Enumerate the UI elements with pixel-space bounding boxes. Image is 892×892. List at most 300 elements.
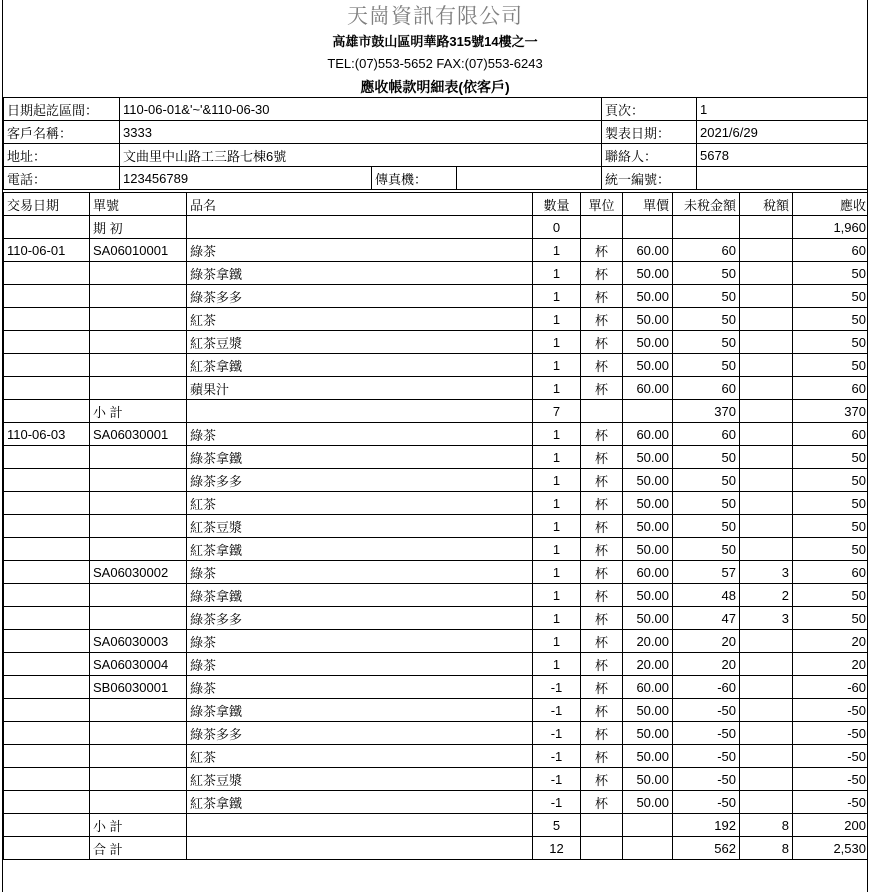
cell-price: 50.00 <box>623 722 673 745</box>
cell-product: 紅茶 <box>187 745 533 768</box>
cell-tax <box>740 538 793 561</box>
cell-tax: 3 <box>740 607 793 630</box>
cell-unit: 杯 <box>581 262 623 285</box>
cell-unit: 杯 <box>581 354 623 377</box>
phone-value: 123456789 <box>120 167 372 190</box>
cell-tax <box>740 400 793 423</box>
cell-order-no <box>90 446 187 469</box>
cell-date <box>4 354 90 377</box>
cell-tax <box>740 768 793 791</box>
cell-order-no <box>90 584 187 607</box>
report-date-label: 製表日期： <box>602 121 697 144</box>
column-header-product: 品名 <box>187 193 533 216</box>
cell-price: 60.00 <box>623 377 673 400</box>
cell-tax <box>740 354 793 377</box>
cell-pretax-amount: 50 <box>673 308 740 331</box>
cell-price: 50.00 <box>623 515 673 538</box>
cell-pretax-amount: -50 <box>673 745 740 768</box>
cell-price <box>623 814 673 837</box>
cell-receivable: 50 <box>793 515 869 538</box>
cell-product: 紅茶 <box>187 308 533 331</box>
table-row <box>4 331 869 354</box>
cell-date <box>4 837 90 860</box>
table-row <box>4 699 869 722</box>
cell-pretax-amount: 50 <box>673 492 740 515</box>
table-row <box>4 354 869 377</box>
cell-receivable: 20 <box>793 653 869 676</box>
cell-tax <box>740 469 793 492</box>
cell-receivable: 50 <box>793 262 869 285</box>
cell-receivable: 50 <box>793 607 869 630</box>
cell-date <box>4 814 90 837</box>
cell-price: 20.00 <box>623 630 673 653</box>
cell-qty: 1 <box>533 492 581 515</box>
cell-receivable: 50 <box>793 354 869 377</box>
cell-product: 綠茶多多 <box>187 722 533 745</box>
cell-tax <box>740 377 793 400</box>
cell-price: 50.00 <box>623 584 673 607</box>
report-page <box>2 0 868 892</box>
cell-product: 蘋果汁 <box>187 377 533 400</box>
cell-unit: 杯 <box>581 745 623 768</box>
cell-tax <box>740 515 793 538</box>
cell-qty: 7 <box>533 400 581 423</box>
cell-order-no <box>90 377 187 400</box>
cell-date <box>4 538 90 561</box>
cell-receivable: 50 <box>793 538 869 561</box>
table-row <box>4 308 869 331</box>
cell-date <box>4 262 90 285</box>
table-row <box>4 814 869 837</box>
customer-value: 3333 <box>120 121 602 144</box>
cell-date <box>4 331 90 354</box>
cell-price: 60.00 <box>623 239 673 262</box>
cell-qty: 1 <box>533 239 581 262</box>
cell-order-no <box>90 768 187 791</box>
cell-tax <box>740 630 793 653</box>
cell-order-no <box>90 699 187 722</box>
cell-tax <box>740 331 793 354</box>
cell-product: 紅茶拿鐵 <box>187 538 533 561</box>
cell-tax <box>740 653 793 676</box>
cell-product: 綠茶 <box>187 423 533 446</box>
column-header-receivable: 應收 <box>793 193 869 216</box>
table-row <box>4 285 869 308</box>
column-header-qty: 數量 <box>533 193 581 216</box>
cell-product <box>187 216 533 239</box>
column-header-tax: 稅額 <box>740 193 793 216</box>
cell-receivable: 50 <box>793 446 869 469</box>
table-row <box>4 400 869 423</box>
cell-order-no: 小 計 <box>90 400 187 423</box>
cell-date: 110-06-03 <box>4 423 90 446</box>
cell-unit: 杯 <box>581 584 623 607</box>
cell-order-no: 小 計 <box>90 814 187 837</box>
cell-tax: 2 <box>740 584 793 607</box>
cell-order-no: SA06030001 <box>90 423 187 446</box>
cell-product: 綠茶多多 <box>187 469 533 492</box>
cell-unit: 杯 <box>581 768 623 791</box>
cell-price: 50.00 <box>623 607 673 630</box>
info-table <box>3 97 868 190</box>
cell-unit: 杯 <box>581 699 623 722</box>
cell-date <box>4 216 90 239</box>
cell-order-no: 期 初 <box>90 216 187 239</box>
table-row <box>4 768 869 791</box>
info-row-customer <box>4 121 869 144</box>
cell-price: 50.00 <box>623 791 673 814</box>
cell-qty: -1 <box>533 745 581 768</box>
cell-date <box>4 400 90 423</box>
cell-receivable: 370 <box>793 400 869 423</box>
cell-qty: 5 <box>533 814 581 837</box>
cell-date <box>4 745 90 768</box>
cell-pretax-amount: 57 <box>673 561 740 584</box>
cell-pretax-amount: 60 <box>673 239 740 262</box>
cell-date <box>4 492 90 515</box>
cell-unit: 杯 <box>581 285 623 308</box>
cell-pretax-amount: 192 <box>673 814 740 837</box>
column-header-date: 交易日期 <box>4 193 90 216</box>
cell-pretax-amount: 50 <box>673 262 740 285</box>
cell-order-no <box>90 515 187 538</box>
table-row <box>4 630 869 653</box>
info-row-phone <box>4 167 869 190</box>
cell-price: 50.00 <box>623 354 673 377</box>
cell-qty: -1 <box>533 768 581 791</box>
cell-receivable: -60 <box>793 676 869 699</box>
cell-unit: 杯 <box>581 791 623 814</box>
table-row <box>4 676 869 699</box>
cell-qty: -1 <box>533 791 581 814</box>
cell-qty: -1 <box>533 722 581 745</box>
cell-price: 50.00 <box>623 262 673 285</box>
cell-order-no: SA06010001 <box>90 239 187 262</box>
cell-date <box>4 791 90 814</box>
phone-label: 電話： <box>4 167 120 190</box>
cell-product: 綠茶拿鐵 <box>187 446 533 469</box>
cell-price: 50.00 <box>623 469 673 492</box>
detail-table <box>3 192 868 860</box>
cell-receivable: -50 <box>793 791 869 814</box>
cell-price <box>623 216 673 239</box>
cell-tax <box>740 216 793 239</box>
cell-receivable: 2,530 <box>793 837 869 860</box>
cell-order-no: 合 計 <box>90 837 187 860</box>
cell-product: 綠茶拿鐵 <box>187 699 533 722</box>
cell-tax <box>740 423 793 446</box>
cell-receivable: 60 <box>793 239 869 262</box>
cell-price: 50.00 <box>623 699 673 722</box>
cell-receivable: 50 <box>793 584 869 607</box>
tax-id-value <box>697 167 869 190</box>
cell-tax <box>740 745 793 768</box>
cell-tax <box>740 262 793 285</box>
cell-tax <box>740 308 793 331</box>
cell-date <box>4 561 90 584</box>
column-header-order-no: 單號 <box>90 193 187 216</box>
cell-receivable: 200 <box>793 814 869 837</box>
cell-order-no <box>90 492 187 515</box>
cell-price: 50.00 <box>623 446 673 469</box>
cell-pretax-amount: 50 <box>673 354 740 377</box>
tax-id-label: 統一編號： <box>602 167 697 190</box>
cell-unit: 杯 <box>581 239 623 262</box>
table-row <box>4 538 869 561</box>
cell-date <box>4 607 90 630</box>
cell-receivable: 50 <box>793 285 869 308</box>
cell-pretax-amount: 50 <box>673 331 740 354</box>
cell-receivable: 60 <box>793 423 869 446</box>
cell-price: 50.00 <box>623 308 673 331</box>
table-row <box>4 423 869 446</box>
cell-order-no <box>90 285 187 308</box>
cell-qty: 1 <box>533 308 581 331</box>
table-row <box>4 561 869 584</box>
cell-unit: 杯 <box>581 607 623 630</box>
cell-price: 20.00 <box>623 653 673 676</box>
cell-qty: 1 <box>533 515 581 538</box>
cell-product: 綠茶拿鐵 <box>187 262 533 285</box>
cell-pretax-amount: 48 <box>673 584 740 607</box>
cell-qty: 1 <box>533 561 581 584</box>
cell-date: 110-06-01 <box>4 239 90 262</box>
page-value: 1 <box>697 98 869 121</box>
cell-qty: 1 <box>533 285 581 308</box>
cell-product: 紅茶豆漿 <box>187 768 533 791</box>
cell-pretax-amount: 50 <box>673 538 740 561</box>
cell-qty: 1 <box>533 630 581 653</box>
cell-order-no <box>90 791 187 814</box>
table-row <box>4 837 869 860</box>
date-range-value: 110-06-01&'~'&110-06-30 <box>120 98 602 121</box>
date-range-label: 日期起訖區間： <box>4 98 120 121</box>
cell-product: 綠茶 <box>187 676 533 699</box>
cell-receivable: 60 <box>793 561 869 584</box>
cell-price: 50.00 <box>623 768 673 791</box>
letterhead <box>3 0 867 97</box>
contact-person-label: 聯絡人： <box>602 144 697 167</box>
cell-unit: 杯 <box>581 722 623 745</box>
info-row-address <box>4 144 869 167</box>
table-row <box>4 262 869 285</box>
cell-qty: 1 <box>533 262 581 285</box>
company-name: 天崗資訊有限公司 <box>347 5 523 28</box>
cell-tax <box>740 676 793 699</box>
cell-product: 紅茶豆漿 <box>187 515 533 538</box>
cell-price: 50.00 <box>623 285 673 308</box>
cell-order-no: SA06030004 <box>90 653 187 676</box>
customer-label: 客戶名稱： <box>4 121 120 144</box>
cell-qty: 1 <box>533 331 581 354</box>
cell-unit <box>581 837 623 860</box>
cell-date <box>4 699 90 722</box>
detail-table-body <box>4 216 869 860</box>
column-header-pretax-amount: 未稅金額 <box>673 193 740 216</box>
cell-pretax-amount: 562 <box>673 837 740 860</box>
cell-qty: 1 <box>533 469 581 492</box>
cell-product: 紅茶拿鐵 <box>187 354 533 377</box>
cell-product <box>187 400 533 423</box>
cell-qty: 1 <box>533 377 581 400</box>
table-row <box>4 469 869 492</box>
cell-qty: -1 <box>533 676 581 699</box>
cell-order-no: SA06030003 <box>90 630 187 653</box>
cell-price <box>623 400 673 423</box>
cell-receivable: 50 <box>793 469 869 492</box>
cell-tax: 8 <box>740 814 793 837</box>
cell-order-no <box>90 469 187 492</box>
cell-receivable: 60 <box>793 377 869 400</box>
cell-qty: 1 <box>533 423 581 446</box>
table-row <box>4 653 869 676</box>
cell-pretax-amount: 370 <box>673 400 740 423</box>
cell-unit: 杯 <box>581 469 623 492</box>
cell-price: 50.00 <box>623 331 673 354</box>
cell-price: 50.00 <box>623 492 673 515</box>
report-date-value: 2021/6/29 <box>697 121 869 144</box>
table-row <box>4 584 869 607</box>
cell-receivable: 50 <box>793 308 869 331</box>
cell-receivable: 50 <box>793 331 869 354</box>
detail-table-header-row <box>4 193 869 216</box>
cell-unit: 杯 <box>581 377 623 400</box>
cell-order-no <box>90 262 187 285</box>
cell-order-no <box>90 722 187 745</box>
cell-date <box>4 285 90 308</box>
cell-product: 綠茶多多 <box>187 285 533 308</box>
cell-pretax-amount: -50 <box>673 722 740 745</box>
cell-date <box>4 653 90 676</box>
cell-product: 綠茶 <box>187 630 533 653</box>
table-row <box>4 492 869 515</box>
cell-unit <box>581 216 623 239</box>
column-header-price: 單價 <box>623 193 673 216</box>
cell-price: 60.00 <box>623 423 673 446</box>
cell-pretax-amount: 50 <box>673 515 740 538</box>
cell-product: 綠茶 <box>187 653 533 676</box>
cell-product: 綠茶拿鐵 <box>187 584 533 607</box>
cell-pretax-amount: -60 <box>673 676 740 699</box>
cell-date <box>4 515 90 538</box>
cell-order-no <box>90 607 187 630</box>
cell-pretax-amount: 20 <box>673 630 740 653</box>
cell-order-no <box>90 538 187 561</box>
cell-price: 50.00 <box>623 745 673 768</box>
cell-date <box>4 377 90 400</box>
table-row <box>4 446 869 469</box>
cell-order-no <box>90 745 187 768</box>
cell-receivable: 1,960 <box>793 216 869 239</box>
cell-product <box>187 837 533 860</box>
cell-product: 綠茶 <box>187 561 533 584</box>
cell-product: 紅茶豆漿 <box>187 331 533 354</box>
cell-product: 綠茶 <box>187 239 533 262</box>
cell-qty: 1 <box>533 446 581 469</box>
cell-unit <box>581 814 623 837</box>
table-row <box>4 377 869 400</box>
cell-tax <box>740 239 793 262</box>
cell-tax: 3 <box>740 561 793 584</box>
cell-receivable: -50 <box>793 745 869 768</box>
cell-qty: 1 <box>533 653 581 676</box>
cell-unit: 杯 <box>581 331 623 354</box>
cell-date <box>4 469 90 492</box>
cell-qty: 1 <box>533 607 581 630</box>
address-label: 地址： <box>4 144 120 167</box>
cell-product: 紅茶 <box>187 492 533 515</box>
cell-order-no <box>90 308 187 331</box>
cell-unit: 杯 <box>581 653 623 676</box>
cell-product: 紅茶拿鐵 <box>187 791 533 814</box>
fax-value <box>457 167 602 190</box>
cell-date <box>4 446 90 469</box>
cell-receivable: -50 <box>793 699 869 722</box>
cell-unit: 杯 <box>581 676 623 699</box>
cell-price: 60.00 <box>623 561 673 584</box>
cell-price: 60.00 <box>623 676 673 699</box>
cell-qty: 12 <box>533 837 581 860</box>
cell-unit: 杯 <box>581 515 623 538</box>
cell-pretax-amount: -50 <box>673 699 740 722</box>
cell-pretax-amount: 50 <box>673 285 740 308</box>
cell-order-no <box>90 354 187 377</box>
cell-date <box>4 768 90 791</box>
cell-pretax-amount: -50 <box>673 791 740 814</box>
cell-tax <box>740 791 793 814</box>
cell-price: 50.00 <box>623 538 673 561</box>
cell-pretax-amount: 50 <box>673 469 740 492</box>
company-address: 高雄市鼓山區明華路315號14樓之一 <box>332 34 538 49</box>
cell-date <box>4 676 90 699</box>
cell-tax <box>740 722 793 745</box>
cell-receivable: 20 <box>793 630 869 653</box>
cell-pretax-amount: -50 <box>673 768 740 791</box>
cell-receivable: -50 <box>793 768 869 791</box>
cell-product <box>187 814 533 837</box>
cell-unit: 杯 <box>581 446 623 469</box>
cell-pretax-amount: 20 <box>673 653 740 676</box>
column-header-unit: 單位 <box>581 193 623 216</box>
cell-pretax-amount: 60 <box>673 377 740 400</box>
cell-qty: 1 <box>533 538 581 561</box>
cell-order-no: SB06030001 <box>90 676 187 699</box>
cell-pretax-amount: 47 <box>673 607 740 630</box>
cell-product: 綠茶多多 <box>187 607 533 630</box>
address-value: 文曲里中山路工三路七棟6號 <box>120 144 602 167</box>
cell-tax: 8 <box>740 837 793 860</box>
contact-person-value: 5678 <box>697 144 869 167</box>
report-title: 應收帳款明細表(依客戶) <box>360 79 510 95</box>
cell-qty: -1 <box>533 699 581 722</box>
cell-qty: 1 <box>533 354 581 377</box>
cell-unit: 杯 <box>581 492 623 515</box>
table-row <box>4 216 869 239</box>
page-label: 頁次： <box>602 98 697 121</box>
cell-date <box>4 584 90 607</box>
cell-tax <box>740 699 793 722</box>
cell-date <box>4 630 90 653</box>
table-row <box>4 515 869 538</box>
cell-tax <box>740 446 793 469</box>
cell-price <box>623 837 673 860</box>
cell-tax <box>740 285 793 308</box>
table-row <box>4 745 869 768</box>
cell-pretax-amount <box>673 216 740 239</box>
cell-pretax-amount: 60 <box>673 423 740 446</box>
cell-receivable: -50 <box>793 722 869 745</box>
cell-unit: 杯 <box>581 630 623 653</box>
